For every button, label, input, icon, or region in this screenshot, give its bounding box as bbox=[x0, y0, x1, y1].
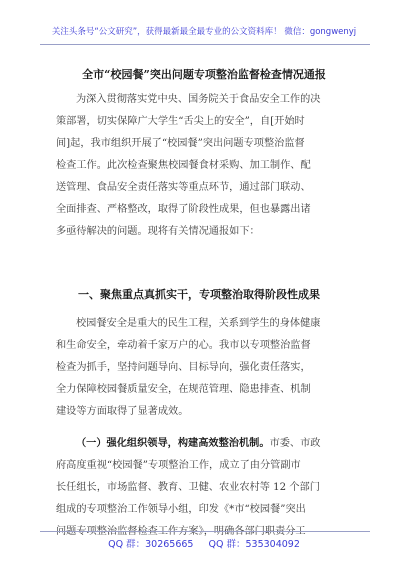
footer-divider bbox=[40, 531, 370, 532]
text-line: 检查工作。此次检查聚焦校园餐食材采购、加工制作、配 bbox=[56, 160, 311, 171]
text-line: 全力保障校园餐质量安全，在规范管理、隐患排查、机制 bbox=[56, 384, 311, 395]
subsection-heading: （一）强化组织领导，构建高效整治机制。 bbox=[76, 437, 270, 449]
text-line: 检查为抓手，坚持问题导向、目标导向，强化责任落实， bbox=[56, 362, 311, 373]
subsection-paragraph bbox=[56, 432, 356, 543]
footer-qq-group-1: QQ 群：30265665 bbox=[108, 539, 194, 550]
header-banner: 关注头条号“公文研究”，获得最新最全最专业的公文资料库！ 微信：gongwenyj bbox=[51, 27, 357, 37]
text-line: 策部署，切实保障广大学生“舌尖上的安全”，自[开始时 bbox=[56, 116, 305, 127]
footer-qq-group-2: QQ 群：535304092 bbox=[208, 539, 300, 550]
text-line: 送管理、食品安全责任落实等重点环节，通过部门联动、 bbox=[56, 182, 311, 193]
text-line bbox=[56, 432, 356, 455]
text-line: 和生命安全，牵动着千家万户的心。我市以专项整治监督 bbox=[56, 340, 311, 351]
document-title: 全市“校园餐”突出问题专项整治监督检查情况通报 bbox=[82, 68, 326, 81]
text-line: 为深入贯彻落实党中央、国务院关于食品安全工作的决 bbox=[76, 94, 321, 105]
text-line: 长任组长，市场监督、教育、卫健、农业农村等 12 个部门 bbox=[56, 482, 320, 493]
section1-paragraph bbox=[56, 313, 356, 423]
intro-paragraph bbox=[56, 89, 356, 243]
subsection-heading-continuation: 市委、市政 bbox=[269, 438, 321, 449]
text-line: 多亟待解决的问题。现将有关情况通报如下： bbox=[56, 226, 260, 237]
section-heading: 一、聚焦重点真抓实干，专项整治取得阶段性成果 bbox=[78, 288, 320, 301]
text-line: 建设等方面取得了显著成效。 bbox=[56, 406, 189, 417]
text-line: 全面排查、严格整改，取得了阶段性成果，但也暴露出诸 bbox=[56, 204, 311, 215]
text-line: 间]起，我市组织开展了“校园餐”突出问题专项整治监督 bbox=[56, 138, 305, 149]
text-line: 府高度重视“校园餐”专项整治工作，成立了由分管副市 bbox=[56, 460, 301, 471]
text-line: 组成的专项整治工作领导小组，印发《*市“校园餐”突出 bbox=[56, 504, 306, 515]
header-divider bbox=[40, 44, 370, 45]
text-line: 校园餐安全是重大的民生工程，关系到学生的身体健康 bbox=[76, 318, 321, 329]
footer bbox=[0, 536, 408, 550]
